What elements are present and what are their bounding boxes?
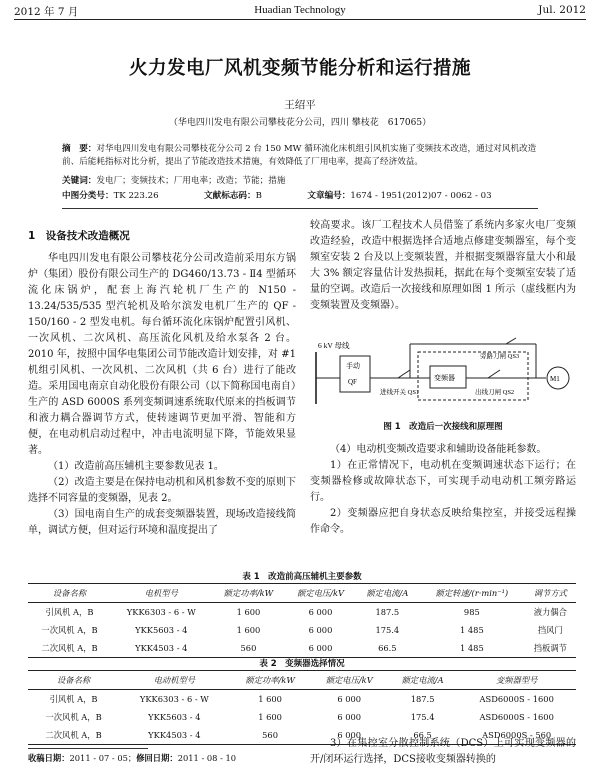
table-cell: ASD6000S - 560 [457,726,576,745]
fig-label-bypass: 旁路刀闸 QS3 [480,353,520,360]
paragraph: （3）国电南自生产的成套变频器装置，现场改造接线简单，调试方便，但对运行环境和温度提出了 [28,509,296,536]
table-cell: 6 000 [337,694,362,704]
table-header-cell: 额定电流/A [388,671,458,690]
table-cell: 560 [212,639,286,658]
table-cell: YKK6303 - 6 - W [126,607,196,617]
table-cell: 引风机 A，B [45,607,94,617]
fig-label-out: 出线刀闸 QS2 [475,389,515,396]
paragraph: 2）变频器应把自身状态反映给集控室，并接受远程操作命令。 [310,508,576,535]
table-header-cell: 变频器型号 [457,671,576,690]
paragraph: 较高要求。该厂工程技术人员借鉴了系统内多家火电厂变频改造经验，改造中根据选择合适地点修建变频器室，每个变频室安装 2 台及以上变频装置，并根据变频器容量大小和最大 3% 额定容量估计发热损耗，据此在每个变频室安装了适量的空调。改造后一次接线和原理如图 1 所示（虚线框内为变频装置及变频器）。 [310,220,576,311]
table-header-cell: 设备名称 [28,671,119,690]
table-cell: 187.5 [375,607,400,617]
keywords-label: 关键词： [62,176,97,186]
table-cell: 二次风机 A，B [28,639,111,658]
table-cell: 1 485 [419,639,525,658]
table-cell: 挡板调节 [525,639,576,658]
table-header-cell: 额定电流/A [356,584,419,603]
running-header-journal: Huadian Technology [254,4,346,16]
table-header-cell: 额定功率/kW [212,584,286,603]
table-header-cell: 额定转速/(r·min⁻¹) [419,584,525,603]
table-cell: 二次风机 A，B [28,726,119,745]
article-no-label: 文章编号： [307,191,351,201]
table-cell: 引风机 A，B [49,694,98,704]
table-cell: 1 600 [258,712,282,722]
clc-value: TK 223.26 [113,191,159,201]
paragraph: （2）改造主要是在保持电动机和风机参数不变的原则下选择不同容量的变频器，见表 2。 [28,477,296,504]
right-column-middle [310,442,576,538]
fig-label-motor: M1 [550,375,560,383]
table-cell: 985 [463,607,480,617]
table-cell: 1 485 [459,625,484,635]
table-cell: 560 [230,726,311,745]
revised-date: 2011 - 08 - 10 [177,753,237,763]
fig-label-inlet: 进线开关 QS1 [380,389,420,396]
left-column [28,228,296,539]
abstract-label: 摘 要： [62,144,97,154]
table-cell: 175.4 [410,712,435,722]
received-date: 2011 - 07 - 05 [69,753,128,763]
table-cell: YKK5603 - 4 [135,625,188,635]
article-no-value: 1674 - 1951(2012)07 - 0062 - 03 [350,191,492,201]
table-header-cell: 电动机型号 [119,671,229,690]
keywords [62,175,538,188]
table-row [28,690,576,709]
table-cell: 187.5 [410,694,435,704]
table-cell: 1 600 [236,607,261,617]
table-cell: 6 000 [308,625,333,635]
classification-line [62,190,538,203]
table-2 [28,670,576,745]
table-header-cell: 电机型号 [111,584,212,603]
table-cell: 66.5 [388,726,458,745]
table-cell: 一次风机 A，B [41,625,98,635]
table-cell: 1 600 [258,694,282,704]
author: 王绍平 [284,99,316,111]
table-row [28,639,576,658]
abstract [62,143,538,169]
table-cell: 6 000 [308,607,333,617]
paper-title: 火力发电厂风机变频节能分析和运行措施 [128,58,471,79]
table-cell: ASD6000S - 1600 [479,712,554,722]
table-header-cell: 设备名称 [28,584,111,603]
figure-1-caption: 图 1 改造后一次接线和原理图 [383,422,503,432]
table-cell: YKK4503 - 4 [119,726,229,745]
running-header-issue: Jul. 2012 [538,4,586,16]
revised-label: 修回日期： [136,753,178,763]
received-label: 收稿日期： [28,753,70,763]
running-header-date: 2012 年 7 月 [14,6,79,18]
table-cell: 66.5 [356,639,419,658]
table-2-caption: 表 2 变频器选择情况 [259,659,345,669]
table-cell: 6 000 [337,712,362,722]
section-heading-1: 1 设备技术改造概况 [28,230,130,242]
paragraph: （1）改造前高压辅机主要参数见表 1。 [48,461,224,472]
footnote-dates: 收稿日期：2011 - 07 - 05；修回日期：2011 - 08 - 10 [28,753,237,763]
paragraph: 1）在正常情况下，电动机在变频调速状态下运行；在变频器检修或故障状态下，可实现手动电动机工频旁路运行。 [310,460,576,503]
paragraph: 3）在集控室分散控制系统（DCS）上可实现变频器的开/闭环运行选择，DCS接收变频器转换的 [310,738,576,765]
table-row [28,708,576,726]
fig-label-bus: 6 kV 母线 [318,341,350,350]
right-column-bottom [310,736,576,768]
table-1-caption: 表 1 改造前高压辅机主要参数 [242,572,362,582]
keywords-text: 发电厂；变频技术；厂用电率；改造；节能；措施 [96,176,286,186]
abstract-text: 对华电四川发电有限公司攀枝花分公司 2 台 150 MW 循环流化床机组引风机实施了变频技术改造，通过对风机改造前、后能耗指标对比分析，提出了节能改造技术措施，有效降低了厂用电率，提高了经济效益。 [62,144,537,167]
affiliation: （华电四川发电有限公司攀枝花分公司，四川 攀枝花 617065） [168,118,432,128]
table-row [28,621,576,639]
table-cell: YKK5603 - 4 [148,712,201,722]
fig-label-vfd: 变频器 [434,374,455,382]
fig-label-qf: QF [348,378,357,386]
right-column-top [310,218,576,314]
doc-code-label: 文献标志码： [204,191,256,201]
table-cell: ASD6000S - 1600 [479,694,554,704]
fig-label-manual: 手动 [346,362,360,370]
table-cell: YKK4503 - 4 [111,639,212,658]
doc-code-value: B [255,191,262,201]
table-1 [28,583,576,658]
table-header-cell: 额定电压/kV [285,584,355,603]
header-rule [14,19,586,20]
table-cell: 液力偶合 [533,607,567,617]
table-cell: 一次风机 A，B [45,712,102,722]
paragraph: （4）电动机变频改造要求和辅助设备能耗参数。 [330,444,547,455]
abstract-rule [62,208,538,209]
table-cell: 挡风门 [537,625,563,635]
table-row [28,603,576,622]
figure-1-diagram [310,334,576,414]
table-header-cell: 额定电压/kV [311,671,388,690]
table-header-cell: 额定功率/kW [230,671,311,690]
table-header-cell: 调节方式 [525,584,576,603]
paragraph: 华电四川发电有限公司攀枝花分公司改造前采用东方锅炉（集团）股份有限公司生产的 DG460/13.73 - Ⅱ4 型循环流化床锅炉，配套上海汽轮机厂生产的 N150 - 13.24/535/535 型汽轮机及哈尔滨发电机厂生产的 QF - 150/160 - 2 型发电机。每台循环流化床锅炉配置引风机、一次风机、二次风机、高压流化风机及给水泵各 2 台。2010 年，按照中国华电集团公司节能改造计划安排，对 #1 机组引风机、一次风机、二次风机（共 6 台）进行了能改造。采用国电南京自动化股份有限公司（以下简称国电南自）生产的 ASD 6000S 系列变频调速系统取代原来的挡板调节和液力耦合器调节方式，使转速调节更加平滑、智能和方便，在电动机启动过程中，冲击电流明显下降，节能效果显著。 [28,253,296,456]
footnote-rule [28,748,148,749]
clc-label: 中图分类号： [62,191,114,201]
table-cell: 175.4 [375,625,400,635]
table-cell: 6 000 [311,726,388,745]
table-cell: 6 000 [285,639,355,658]
table-cell: YKK6303 - 6 - W [139,694,209,704]
table-cell: 1 600 [236,625,261,635]
